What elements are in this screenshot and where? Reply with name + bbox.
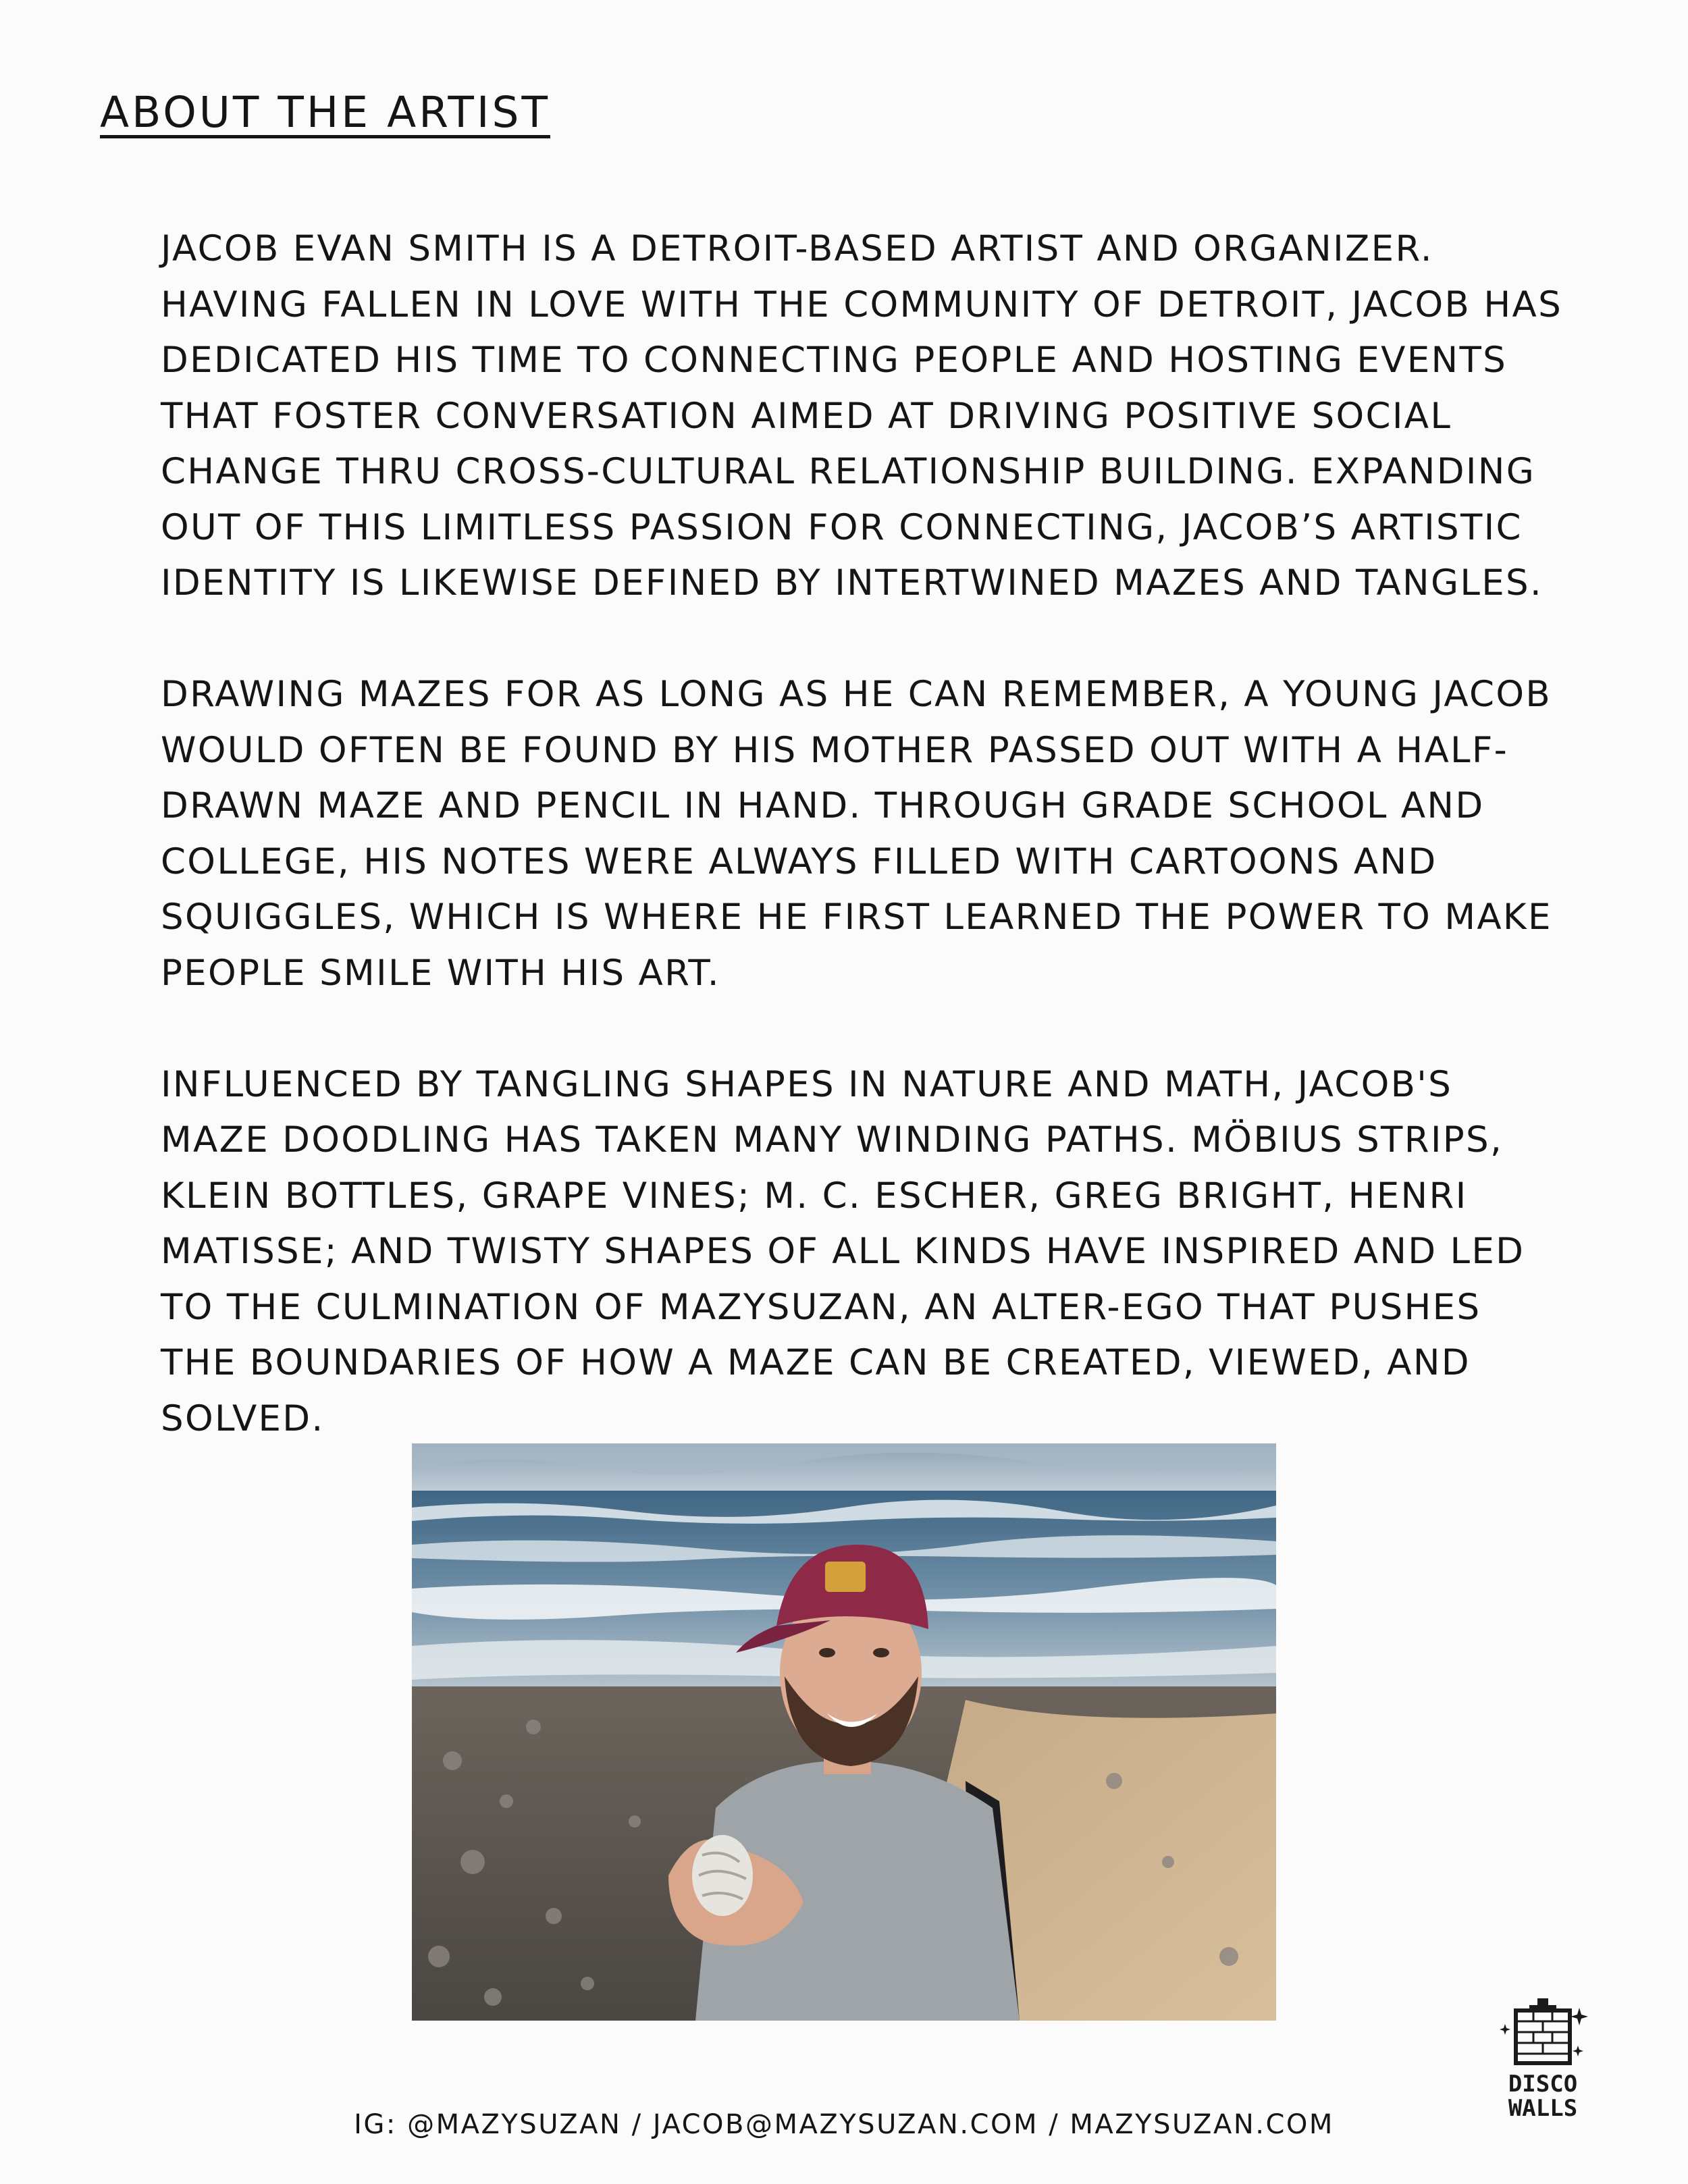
text-line: HAVING FALLEN IN LOVE WITH THE COMMUNITY OF DETROIT, JACOB HAS	[161, 284, 1563, 325]
text-line: MAZE DOODLING HAS TAKEN MANY WINDING PATHS. MÖBIUS STRIPS,	[161, 1119, 1504, 1161]
text-line: SOLVED.	[161, 1397, 325, 1439]
bio-paragraph-1	[161, 221, 1565, 612]
text-line: INFLUENCED BY TANGLING SHAPES IN NATURE AND MATH, JACOB'S	[161, 1063, 1453, 1105]
text-line: KLEIN BOTTLES, GRAPE VINES; M. C. ESCHER, GREG BRIGHT, HENRI	[161, 1175, 1468, 1217]
contact-footer: IG: @MAZYSUZAN / JACOB@MAZYSUZAN.COM / MAZYSUZAN.COM	[354, 2109, 1334, 2140]
page-title: ABOUT THE ARTIST	[100, 88, 550, 137]
logo-text-walls: WALLS	[1508, 2095, 1578, 2122]
text-line: SQUIGGLES, WHICH IS WHERE HE FIRST LEARNED THE POWER TO MAKE	[161, 897, 1552, 938]
artist-photo	[412, 1443, 1276, 2021]
text-line: DRAWN MAZE AND PENCIL IN HAND. THROUGH GRADE SCHOOL AND	[161, 785, 1485, 826]
text-line: THAT FOSTER CONVERSATION AIMED AT DRIVING POSITIVE SOCIAL	[161, 395, 1452, 437]
text-line: COLLEGE, HIS NOTES WERE ALWAYS FILLED WITH CARTOONS AND	[161, 841, 1438, 882]
logo-text-disco: DISCO	[1508, 2071, 1578, 2098]
text-line: PEOPLE SMILE WITH HIS ART.	[161, 952, 720, 994]
text-line: THE BOUNDARIES OF HOW A MAZE CAN BE CREATED, VIEWED, AND	[161, 1342, 1471, 1383]
text-line: DRAWING MAZES FOR AS LONG AS HE CAN REMEMBER, A YOUNG JACOB	[161, 674, 1552, 715]
text-line: TO THE CULMINATION OF MAZYSUZAN, AN ALTER-EGO THAT PUSHES	[161, 1286, 1481, 1328]
text-line: CHANGE THRU CROSS-CULTURAL RELATIONSHIP BUILDING. EXPANDING	[161, 451, 1536, 492]
eye	[819, 1648, 835, 1657]
bio-paragraph-2	[161, 667, 1565, 1001]
disco-walls-logo	[1496, 1998, 1590, 2127]
bio-text	[161, 221, 1565, 1503]
text-line: JACOB EVAN SMITH IS A DETROIT-BASED ARTIST AND ORGANIZER.	[161, 228, 1433, 269]
disco-ball-brick-icon	[1496, 1998, 1590, 2073]
cap-logo	[825, 1562, 866, 1592]
text-line: IDENTITY IS LIKEWISE DEFINED BY INTERTWINED MAZES AND TANGLES.	[161, 562, 1544, 604]
text-line: OUT OF THIS LIMITLESS PASSION FOR CONNECTING, JACOB’S ARTISTIC	[161, 506, 1523, 548]
text-line: DEDICATED HIS TIME TO CONNECTING PEOPLE AND HOSTING EVENTS	[161, 340, 1508, 381]
bio-paragraph-3	[161, 1057, 1565, 1447]
text-line: WOULD OFTEN BE FOUND BY HIS MOTHER PASSED OUT WITH A HALF-	[161, 729, 1509, 771]
eye	[873, 1648, 889, 1657]
text-line: MATISSE; AND TWISTY SHAPES OF ALL KINDS HAVE INSPIRED AND LED	[161, 1231, 1525, 1272]
